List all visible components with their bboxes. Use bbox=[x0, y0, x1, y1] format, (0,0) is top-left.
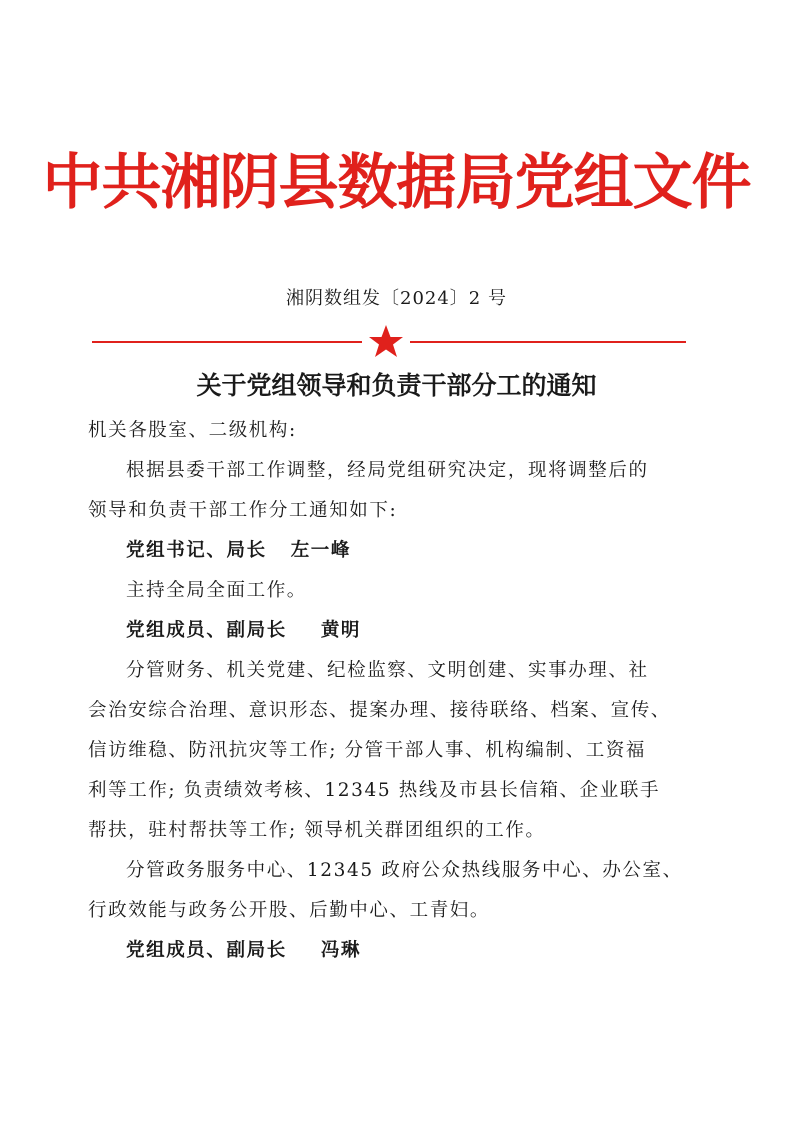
leader-heading bbox=[88, 931, 708, 971]
leader-heading bbox=[88, 611, 708, 651]
leader-duty-line: 会治安综合治理、意识形态、提案办理、接待联络、档案、宣传、 bbox=[88, 700, 671, 721]
salutation: 机关各股室、二级机构: bbox=[88, 420, 297, 441]
leader-duty-line: 分管财务、机关党建、纪检监察、文明创建、实事办理、社 bbox=[126, 660, 649, 681]
leader-name: 黄明 bbox=[320, 620, 362, 641]
masthead-title: 中共湘阴县数据局党组文件 bbox=[42, 148, 751, 218]
notice-body bbox=[88, 411, 708, 971]
notice-title: 关于党组领导和负责干部分工的通知 bbox=[196, 371, 597, 400]
red-divider-right bbox=[410, 341, 686, 343]
leader-heading bbox=[88, 531, 708, 571]
leader-duty-line: 利等工作; 负责绩效考核、12345 热线及市县长信箱、企业联手 bbox=[88, 780, 661, 801]
leader-duty-line: 信访维稳、防汛抗灾等工作; 分管干部人事、机构编制、工资福 bbox=[88, 740, 647, 761]
leader-role: 党组成员、副局长 bbox=[126, 940, 287, 961]
leader-name: 冯琳 bbox=[320, 940, 362, 961]
leader-department-line: 行政效能与政务公开股、后勤中心、工青妇。 bbox=[88, 900, 491, 921]
leader-role: 党组书记、局长 bbox=[126, 540, 267, 561]
leader-duty-line: 主持全局全面工作。 bbox=[126, 580, 307, 601]
document-number: 湘阴数组发〔2024〕2 号 bbox=[286, 288, 507, 309]
leader-role: 党组成员、副局长 bbox=[126, 620, 287, 641]
leader-department-line: 分管政务服务中心、12345 政府公众热线服务中心、办公室、 bbox=[126, 860, 683, 881]
red-divider-left bbox=[92, 341, 362, 343]
leader-duty-line: 帮扶，驻村帮扶等工作; 领导机关群团组织的工作。 bbox=[88, 820, 546, 841]
leader-name: 左一峰 bbox=[290, 540, 352, 561]
red-star-icon bbox=[366, 322, 406, 362]
intro-line-2: 领导和负责干部工作分工通知如下: bbox=[88, 500, 398, 521]
intro-line-1: 根据县委干部工作调整，经局党组研究决定，现将调整后的 bbox=[126, 460, 649, 481]
